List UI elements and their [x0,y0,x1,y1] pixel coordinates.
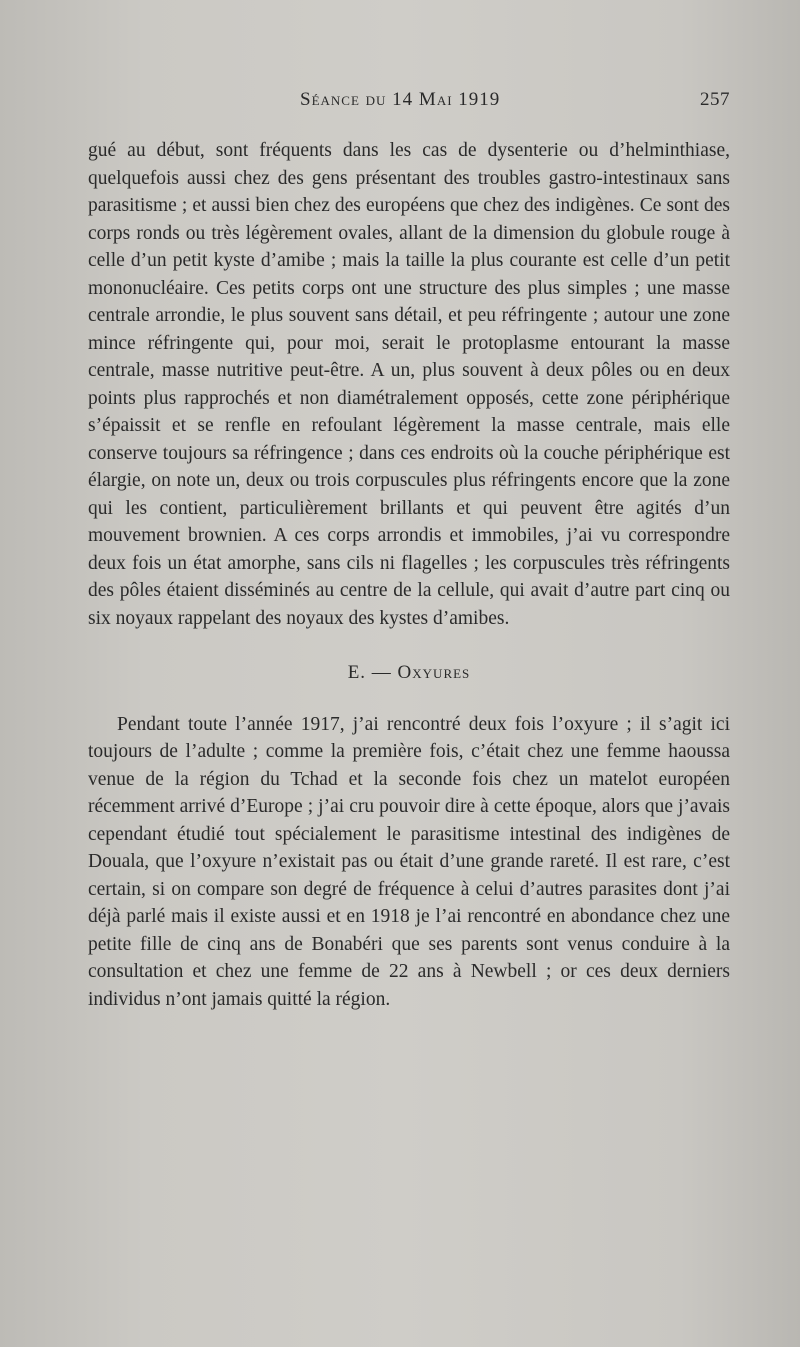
running-head: Séance du 14 Mai 1919 [300,89,501,110]
section-heading-oxyures: E. — Oxyures [347,662,471,683]
page-body [88,137,730,1013]
paragraph-oxyures: Pendant toute l’année 1917, j’ai rencontré deux fois l’oxyure ; il s’agit ici toujours de l’adulte ; comme la première fois, c’était chez une femme haoussa venue de la région du Tchad et la seconde fois chez un matelot européen récemment arrivé d’Europe ; j’ai cru pouvoir dire à cette époque, alors que j’avais cependant étudié tout spécialement le parasitisme intestinal des indigènes de Douala, que l’oxyure n’existait pas ou était d’une grande rareté. Il est rare, c’est certain, si on compare son degré de fréquence à celui d’autres parasites dont j’ai déjà parlé mais il existe aussi et en 1918 je l’ai rencontré en abondance chez une petite fille de cinq ans de Bonabéri que ses parents sont venus conduire à la consultation et chez une femme de 22 ans à Newbell ; or ces deux derniers individus n’ont jamais quitté la région. [88,713,730,1010]
page-number: 257 [700,89,730,110]
paragraph-dysentery-bodies: gué au début, sont fréquents dans les cas de dysenterie ou d’helminthiase, quelquefois aussi chez des gens présentant des troubles gastro-intestinaux sans parasitisme ; et aussi bien chez des européens que chez des indigènes. Ce sont des corps ronds ou très légèrement ovales, allant de la dimension du globule rouge à celle d’un petit kyste d’amibe ; mais la taille la plus courante est celle d’un petit mononucléaire. Ces petits corps ont une structure des plus simples ; une masse centrale arrondie, le plus souvent sans détail, et peu réfringente ; autour une zone mince réfringente qui, pour moi, serait le protoplasme entourant la masse centrale, masse nutritive peut-être. A un, plus souvent à deux pôles ou en deux points plus rapprochés et non diamétralement opposés, cette zone périphérique s’épaissit et se renfle en refoulant légèrement la masse centrale, mais elle conserve toujours sa réfringence ; dans ces endroits où la couche périphérique est élargie, on note un, deux ou trois corpuscules plus réfringents encore que la zone qui les contient, particulièrement brillants et qui peuvent être agités d’un mouvement brownien. A ces corps arrondis et immobiles, j’ai vu correspondre deux fois un état amorphe, sans cils ni flagelles ; les corpuscules très réfringents des pôles étaient disséminés au centre de la cellule, qui avait d’autre part cinq ou six noyaux rappelant des noyaux des kystes d’amibes. [88,140,730,629]
page-header [88,89,730,119]
